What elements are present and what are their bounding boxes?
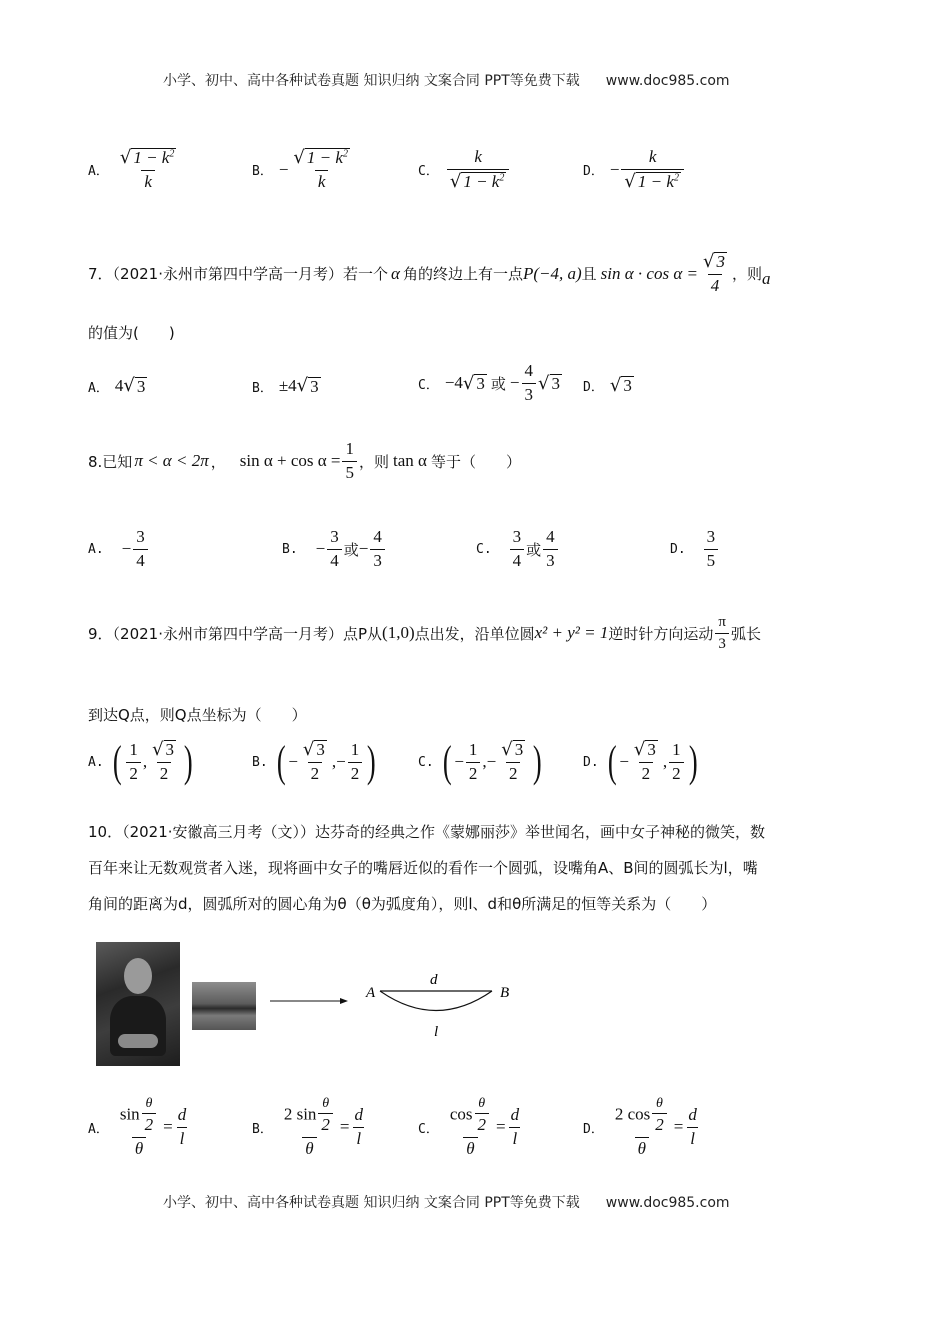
q10-label-d: D． [583,1121,604,1137]
footer-text: 小学、初中、高中各种试卷真题 知识归纳 文案合同 PPT等免费下载 [163,1195,580,1211]
arrow-head [340,998,348,1004]
q7-stem-text: 7．（2021·永州市第四中学高一月考）若一个 [88,265,388,284]
q6-option-a[interactable]: A． √ $1 - k^2$ k [88,146,175,191]
lips-image [192,982,256,1030]
q10-stem [88,814,858,922]
q10-label-c: C． [418,1121,439,1137]
q9-option-d[interactable]: D. ( − √ 3 2 , $\frac{1}{2}$ ) [583,737,698,786]
q9-stem: 9．（2021·永州市第四中学高一月考）点P从 (1,0) 点出发，沿单位圆 x² + y² = 1 逆时针方向运动 $\frac{\pi}{3}$ 弧长 [88,614,761,652]
q8-or-b: 或 [343,540,359,559]
q8-stem-tail: 等于（ ） [430,452,521,471]
q7-var: a [761,268,771,288]
face-shape [124,958,152,994]
q8-label-c: C. [476,541,492,557]
q10-option-b[interactable]: B． 2 sin $\frac{\theta}{2}$ θ = $\frac{d}{l}$ [252,1096,364,1159]
q7-line2: 的值为( ) [88,324,175,342]
mona-lisa-image [96,942,180,1066]
q6-option-d[interactable]: D． − k √ $1 - k^2$ [583,148,686,191]
footer-url[interactable]: www.doc985.com [605,1195,730,1211]
q7-point: P(−4, a) [522,263,582,283]
q8-stem-text: 8.已知 [88,452,133,471]
q8-frac-num: 1 [345,439,354,458]
page-footer [163,1192,730,1212]
q10-label-a: A． [88,1121,109,1137]
q7-label-d: D． [583,380,604,395]
q7-den: 4 [708,274,723,296]
q8-comma: ， [210,452,226,471]
q7-sqrt: 3 [716,252,725,271]
q8-option-c[interactable]: C. $\frac{3}{4}$ 或 $\frac{4}{3}$ [476,528,560,570]
q7-option-b[interactable]: B． ±4 √ 3 [252,375,319,397]
q7-stem-text2: 角的终边上有一点 [402,265,523,284]
q7-stem-text3: 且 [581,265,597,284]
q9-label-c: C. [418,754,434,770]
q10-line3: 角间的距离为d，圆弧所对的圆心角为θ（θ为弧度角），则l、d和θ所满足的恒等关系为（ ） [88,895,717,913]
q7-stem-end: ，则 [731,265,762,284]
q7-or: 或 [490,374,506,393]
q7-condition: sin α · cos α = [600,263,698,283]
q6-label-d: D． [583,164,604,180]
header-url[interactable]: www.doc985.com [605,73,730,89]
q10-option-d[interactable]: D． 2 cos $\frac{\theta}{2}$ θ = $\frac{d}{l}$ [583,1096,697,1159]
q9-label-d: D. [583,754,599,770]
q9-start: (1,0) [382,623,415,642]
q9-option-c[interactable]: C. ( − $\frac{1}{2}$ ,− √ 3 2 ) [418,737,542,786]
page-header [163,70,730,90]
q9-circle: x² + y² = 1 [534,623,609,642]
arc-diagram [262,960,532,1040]
q7-label-c: C． [418,377,439,393]
q9-stem-end: 弧长 [730,624,761,643]
q6-option-c[interactable]: C． k √ $1 - k^2$ [418,148,511,191]
q6-option-b[interactable]: B． − √ $1 - k^2$ k [252,146,348,191]
q7-option-a[interactable]: A． 4 √ 3 [88,375,146,397]
q10-option-c[interactable]: C． cos $\frac{\theta}{2}$ θ = $\frac{d}{l}$ [418,1096,520,1159]
q8-range: π < α < 2π [134,451,209,471]
q8-label-b: B. [282,541,298,557]
q9-stem-mid2: 逆时针方向运动 [608,624,714,643]
q9-label-a: A. [88,754,104,770]
point-a-label: A [366,985,376,1001]
q9-stem-mid: 点出发，沿单位圆 [414,624,535,643]
q9-line2: 到达Q点，则Q点坐标为（ ） [88,706,307,724]
q8-label-d: D. [670,541,686,557]
header-text: 小学、初中、高中各种试卷真题 知识归纳 文案合同 PPT等免费下载 [163,73,580,89]
point-b-label: B [500,985,510,1001]
q7-option-d[interactable]: D． √ 3 [583,374,632,396]
q7-label-a: A． [88,380,109,396]
q8-or-c: 或 [526,540,542,559]
q10-option-a[interactable]: A． sin $\frac{\theta}{2}$ θ = $\frac{d}{l}$ [88,1096,187,1159]
q7-stem: 7．（2021·永州市第四中学高一月考）若一个 α 角的终边上有一点 P(−4, a) 且 sin α · cos α = √ 3 4 ，则 a [88,250,771,295]
l-label: l [434,1024,439,1040]
q7-option-c[interactable]: C． −4 √ 3 或 − $\frac{4}{3}$ √ 3 [418,361,560,404]
q8-stem [88,440,521,482]
q6-label-b: B． [252,164,273,180]
q10-label-b: B． [252,1121,273,1137]
q8-condition: sin α + cos α = [239,451,341,471]
q8-stem-end: ，则 [358,452,389,471]
q9-option-a[interactable]: A. ( $\frac{1}{2}$ , √ 3 2 ) [88,737,193,786]
q8-option-b[interactable]: B. − $\frac{3}{4}$ 或 − $\frac{4}{3}$ [282,528,387,570]
q8-ask: tan α [393,451,427,471]
q8-option-a[interactable]: A. − $\frac{3}{4}$ [88,528,150,570]
q10-line2: 百年来让无数观赏者入迷，现将画中女子的嘴唇近似的看作一个圆弧，设嘴角A、B间的圆弧长为l，嘴 [88,859,758,877]
q7-label-b: B． [252,380,273,396]
q6-label-a: A． [88,164,109,180]
q9-option-b[interactable]: B. ( − √ 3 2 ,− $\frac{1}{2}$ ) [252,737,376,786]
q8-label-a: A. [88,541,104,557]
arc-l [380,991,492,1011]
q8-frac-den: 5 [342,461,357,483]
d-label: d [430,972,438,988]
q9-label-b: B. [252,754,268,770]
q10-line1: 10．（2021·安徽高三月考（文））达芬奇的经典之作《蒙娜丽莎》举世闻名，画中女子神秘的微笑，数 [88,823,766,841]
q9-stem-text: 9．（2021·永州市第四中学高一月考）点P从 [88,624,383,643]
q6-label-c: C． [418,164,439,180]
q8-option-d[interactable]: D. $\frac{3}{5}$ [670,528,720,570]
hands-shape [118,1034,158,1048]
